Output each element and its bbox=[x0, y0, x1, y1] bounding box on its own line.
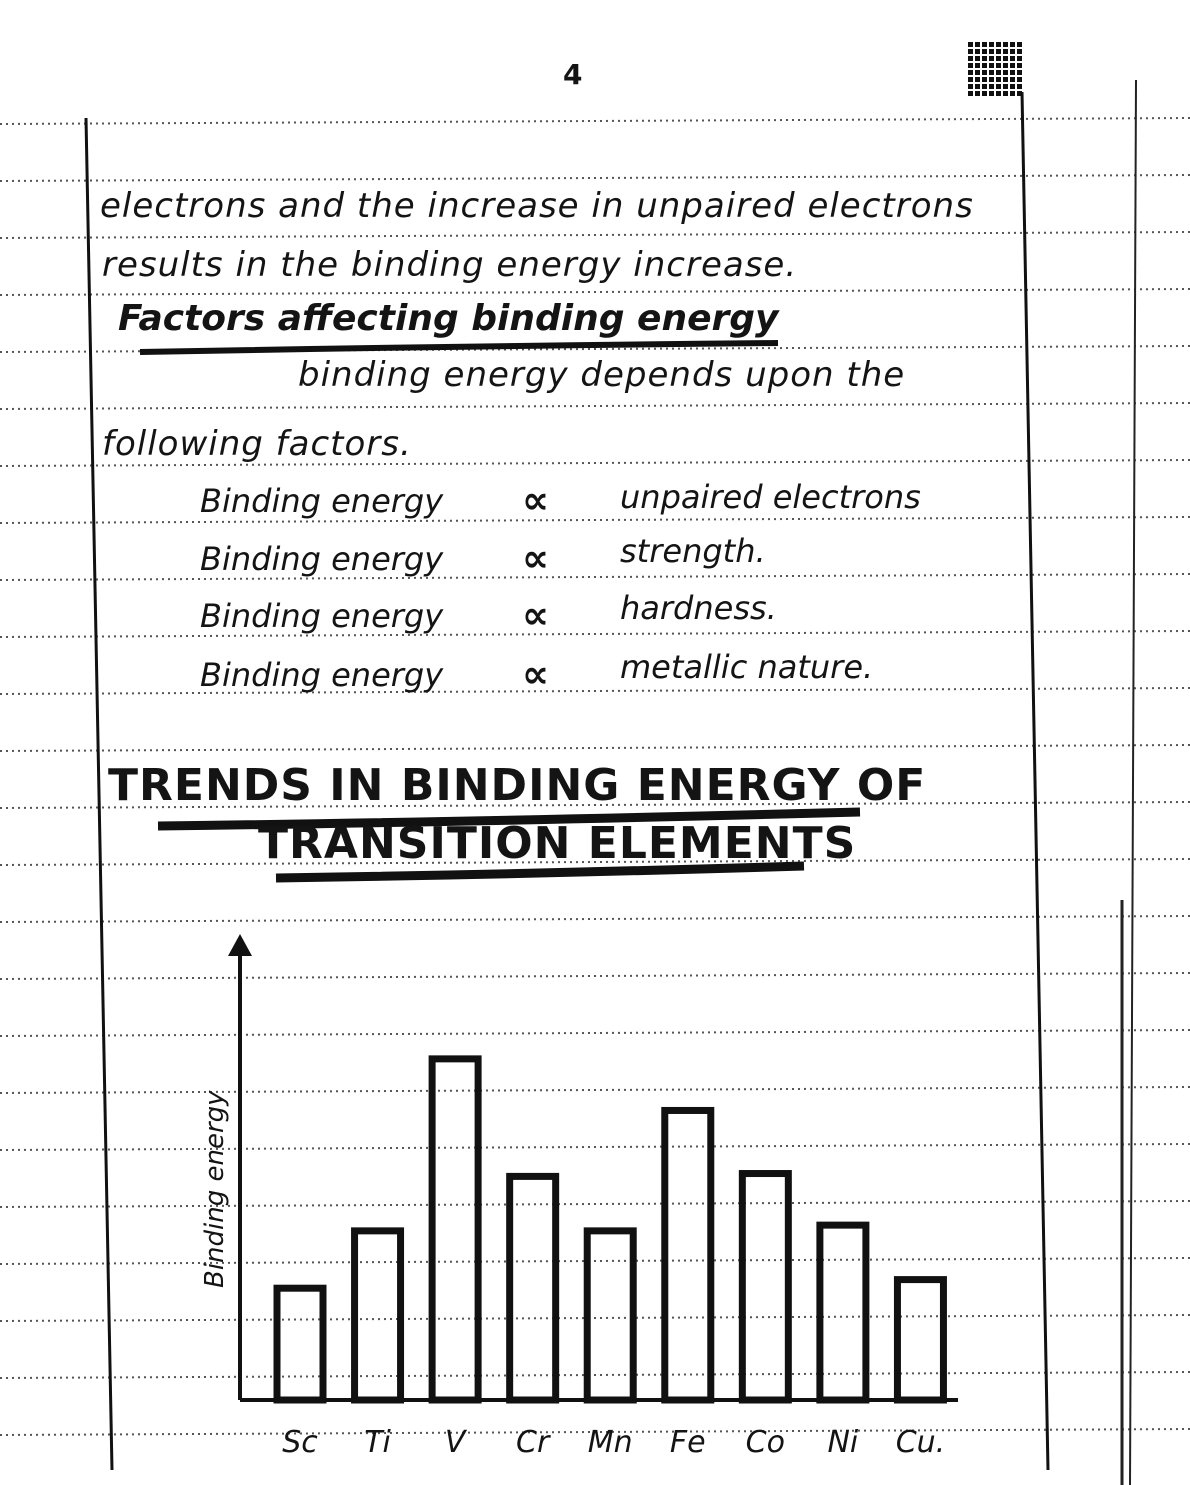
x-tick-label: Fe bbox=[669, 1425, 706, 1460]
binding-energy-bar-chart bbox=[200, 934, 958, 1460]
proportional-symbol: ∝ bbox=[522, 593, 550, 637]
ruled-line bbox=[0, 574, 1190, 580]
intro-line-1: binding energy depends upon the bbox=[298, 355, 906, 395]
x-tick-label: Cu. bbox=[895, 1425, 946, 1460]
ruled-line bbox=[0, 688, 1190, 694]
ruled-line bbox=[0, 403, 1190, 409]
bar-v bbox=[432, 1059, 478, 1400]
ruled-line bbox=[0, 973, 1190, 979]
x-tick-label: Sc bbox=[282, 1425, 318, 1460]
ruled-line bbox=[0, 1087, 1190, 1093]
text-line-2: results in the binding energy increase. bbox=[102, 245, 798, 285]
ruled-line bbox=[0, 1258, 1190, 1264]
ruled-line bbox=[0, 289, 1190, 295]
x-tick-label: Cr bbox=[516, 1425, 550, 1460]
trends-heading-line-2: TRANSITION ELEMENTS bbox=[258, 818, 857, 869]
bar-ti bbox=[355, 1231, 401, 1400]
relation-rhs: strength. bbox=[620, 532, 766, 570]
ruled-line bbox=[0, 745, 1190, 751]
x-tick-label: Ti bbox=[364, 1425, 391, 1460]
page-number: 4 bbox=[563, 58, 583, 91]
ruled-line bbox=[0, 232, 1190, 238]
proportional-symbol: ∝ bbox=[522, 478, 550, 522]
bar-sc bbox=[277, 1288, 323, 1400]
proportional-symbol: ∝ bbox=[522, 652, 550, 696]
ruled-line bbox=[0, 517, 1190, 523]
relation-lhs: Binding energy bbox=[200, 597, 444, 635]
relation-rhs: metallic nature. bbox=[620, 648, 874, 686]
x-tick-label: V bbox=[444, 1425, 466, 1460]
intro-line-2: following factors. bbox=[102, 424, 412, 464]
y-axis-label: Binding energy bbox=[200, 1090, 230, 1288]
ruled-line bbox=[0, 1144, 1190, 1150]
ruled-line bbox=[0, 118, 1190, 124]
relation-lhs: Binding energy bbox=[200, 540, 444, 578]
proportional-symbol: ∝ bbox=[522, 536, 550, 580]
x-tick-label: Co bbox=[745, 1425, 785, 1460]
relation-rhs: hardness. bbox=[620, 589, 777, 627]
ruled-line bbox=[0, 1030, 1190, 1036]
ruled-line bbox=[0, 1315, 1190, 1321]
bar-co bbox=[742, 1174, 788, 1400]
bars bbox=[277, 1059, 943, 1400]
y-axis-arrowhead bbox=[228, 934, 252, 956]
ruled-line bbox=[0, 631, 1190, 637]
ruled-line bbox=[0, 1201, 1190, 1207]
qr-code bbox=[966, 40, 1022, 96]
ruled-line bbox=[0, 916, 1190, 922]
relation-lhs: Binding energy bbox=[200, 656, 444, 694]
bar-fe bbox=[665, 1110, 711, 1400]
bar-cu bbox=[897, 1280, 943, 1400]
relation-lhs: Binding energy bbox=[200, 482, 444, 520]
trends-heading-line-1: TRENDS IN BINDING ENERGY OF bbox=[108, 760, 927, 811]
relation-rhs: unpaired electrons bbox=[620, 478, 921, 516]
x-tick-label: Ni bbox=[827, 1425, 859, 1460]
bar-cr bbox=[510, 1176, 556, 1400]
ruled-line bbox=[0, 1372, 1190, 1378]
x-tick-labels bbox=[282, 1425, 945, 1460]
ruled-line bbox=[0, 175, 1190, 181]
text-line-1: electrons and the increase in unpaired electrons bbox=[100, 186, 974, 226]
x-tick-label: Mn bbox=[587, 1425, 633, 1460]
section-heading: Factors affecting binding energy bbox=[118, 298, 779, 339]
